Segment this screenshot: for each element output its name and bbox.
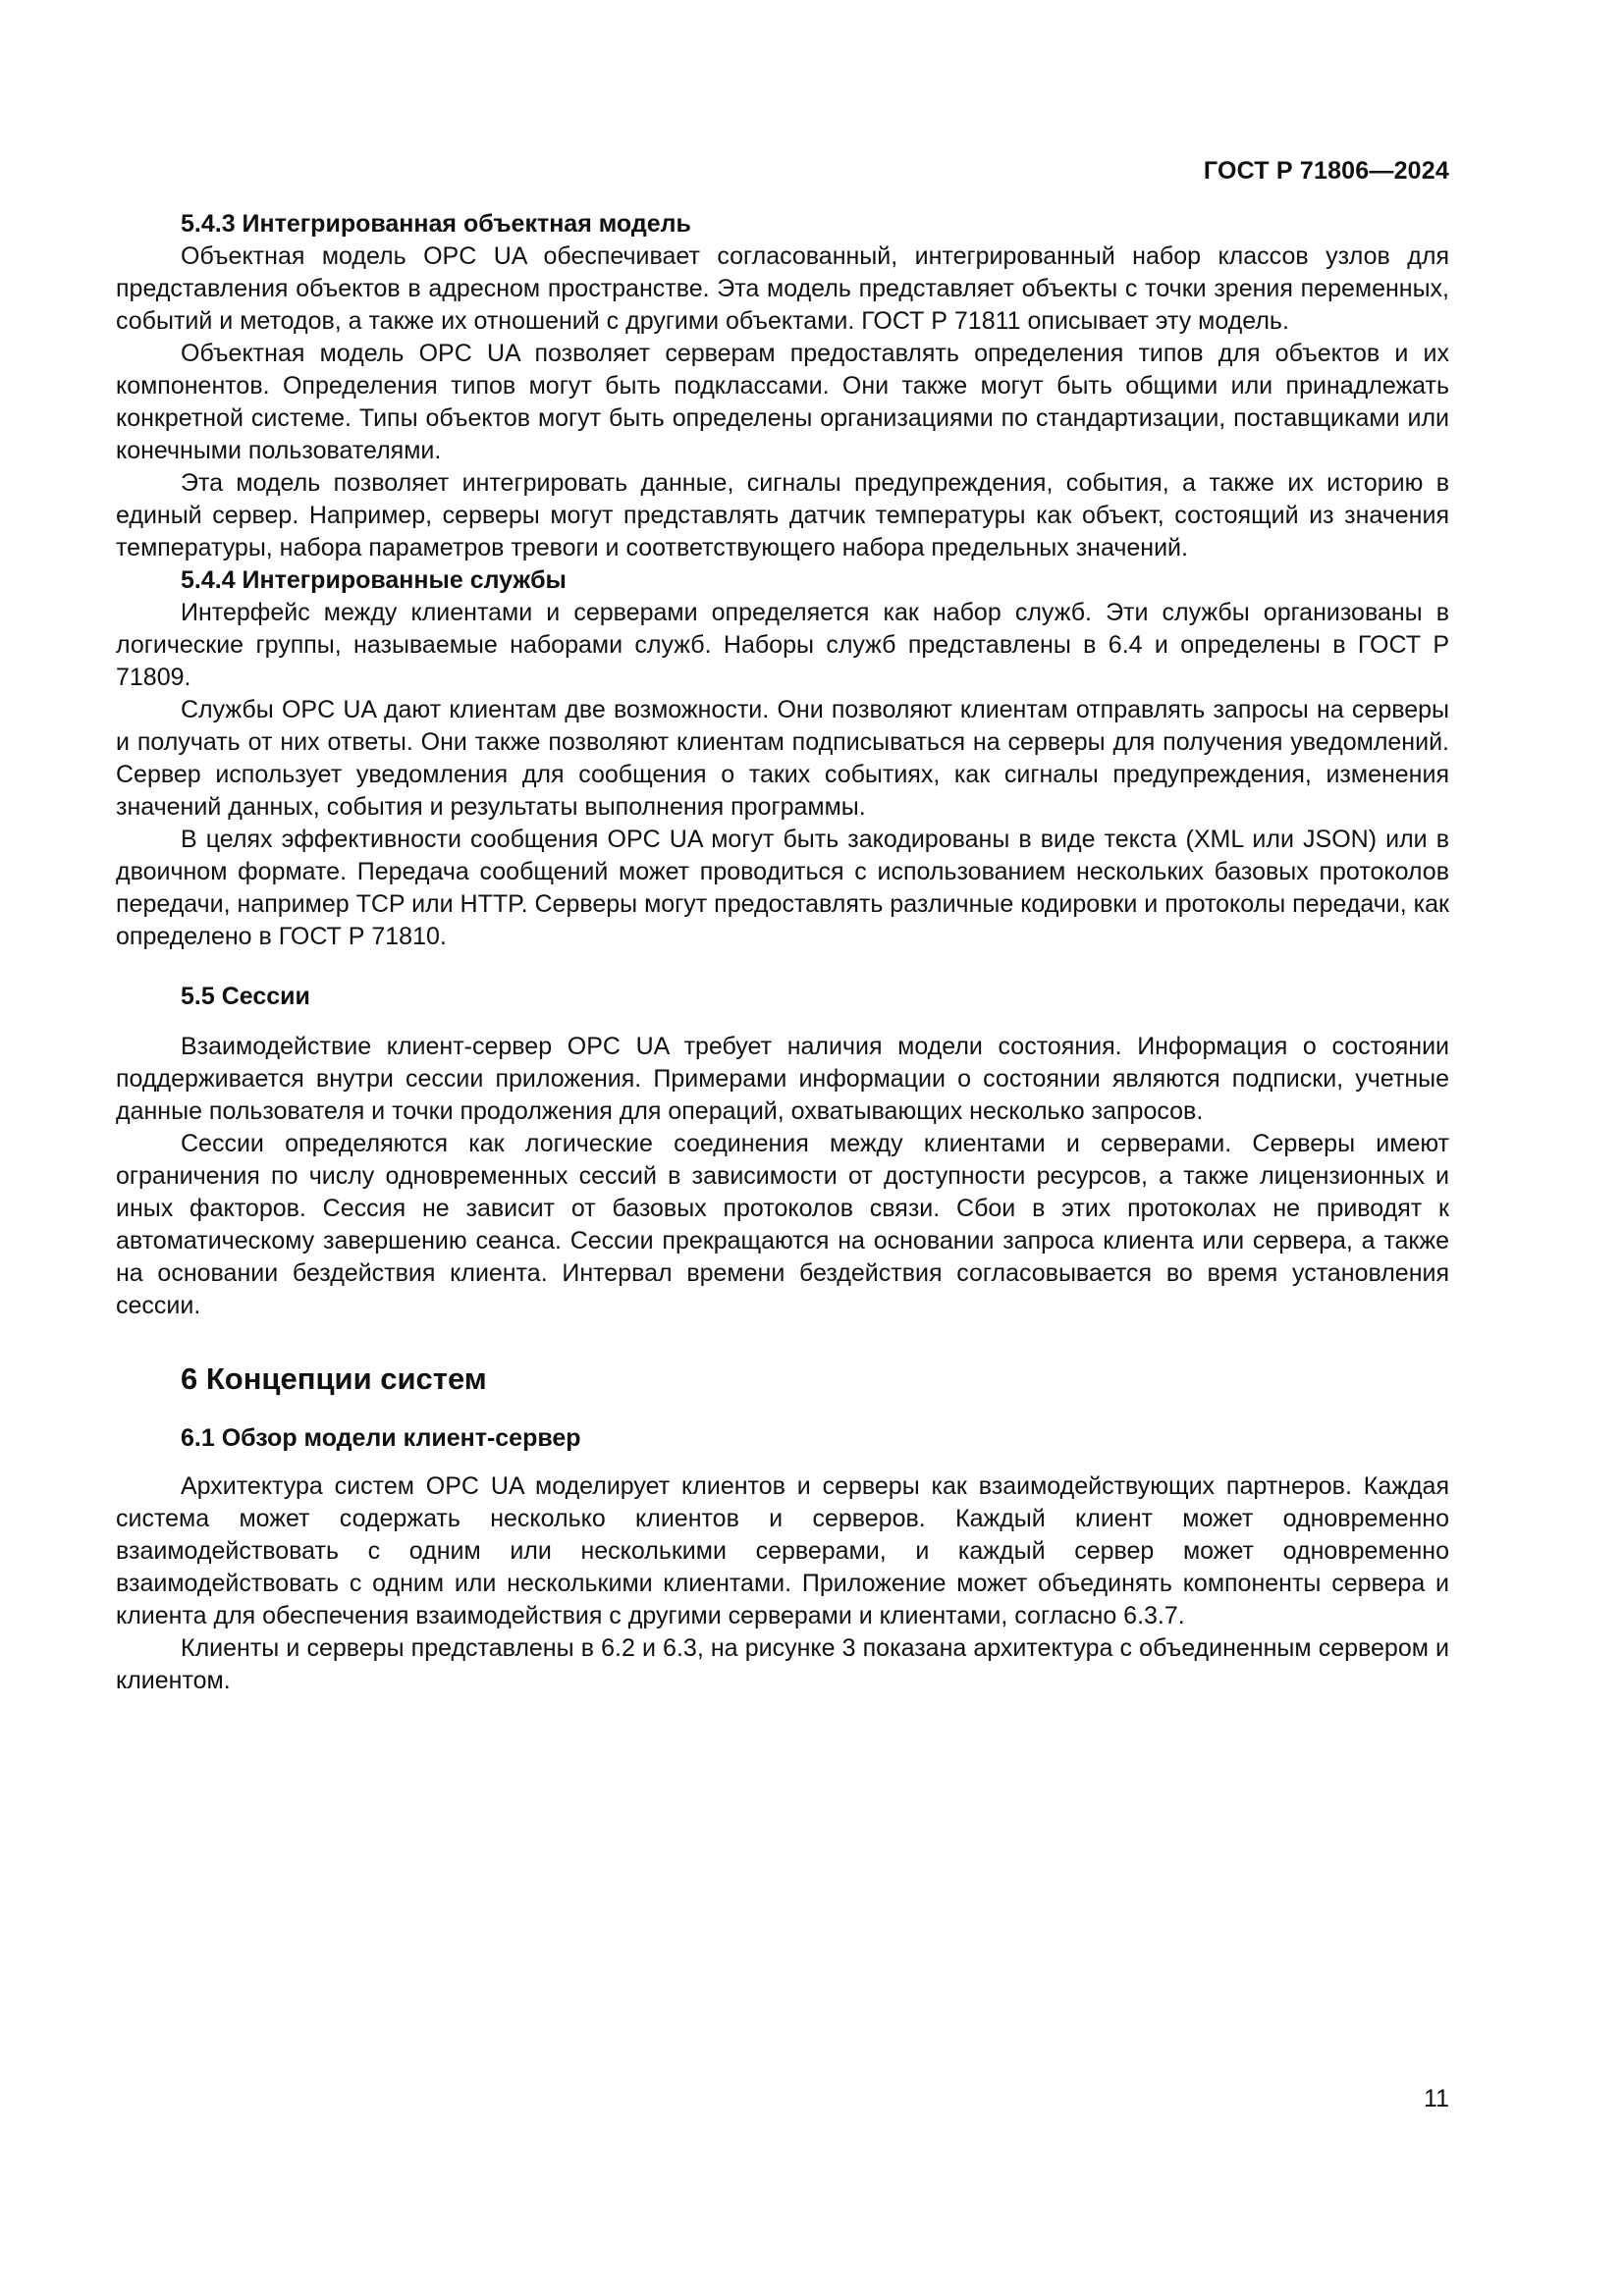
paragraph: Объектная модель OPC UA обеспечивает согласованный, интегрированный набор классов узлов для представления объектов в адресном пространстве. Эта модель представляет объекты с точки зрения переменных, событий и методов, а также их отношений с другими объектами. ГОСТ Р 71811 описывает эту модель.	[116, 242, 1449, 335]
paragraph: Службы OPC UA дают клиентам две возможности. Они позволяют клиентам отправлять запросы на серверы и получать от них ответы. Они также позволяют клиентам подписываться на серверы для получения уведомлений. Сервер использует уведомления для сообщения о таких событиях, как сигналы предупреждения, изменения значений данных, события и результаты выполнения программы.	[116, 696, 1449, 821]
heading-6-1-client-server-model-overview: 6.1 Обзор модели клиент-сервер	[181, 1424, 581, 1452]
heading-5-5-sessions: 5.5 Сессии	[181, 983, 310, 1010]
document-header-standard-number: ГОСТ Р 71806—2024	[1203, 157, 1449, 185]
heading-5-4-4-integrated-services: 5.4.4 Интегрированные службы	[181, 566, 567, 594]
paragraph: Клиенты и серверы представлены в 6.2 и 6.3, на рисунке 3 показана архитектура с объединенным сервером и клиентом.	[116, 1634, 1449, 1694]
heading-5-4-3-integrated-object-model: 5.4.3 Интегрированная объектная модель	[181, 210, 691, 238]
paragraph: Архитектура систем OPC UA моделирует клиентов и серверы как взаимодействующих партнеров. Каждая система может содержать несколько клиентов и серверов. Каждый клиент может одновременно взаимодействовать с одним или несколькими серверами, и каждый сервер может одновременно взаимодействовать с одним или несколькими клиентами. Приложение может объединять компоненты сервера и клиента для обеспечения взаимодействия с другими серверами и клиентами, согласно 6.3.7.	[116, 1472, 1449, 1629]
page-number: 11	[1424, 2085, 1449, 2112]
heading-6-system-concepts: 6 Концепции систем	[181, 1362, 487, 1396]
document-content	[116, 208, 1449, 1697]
paragraph: Объектная модель OPC UA позволяет серверам предоставлять определения типов для объектов и их компонентов. Определения типов могут быть подклассами. Они также могут быть общими или принадлежать конкретной системе. Типы объектов могут быть определены организациями по стандартизации, поставщиками или конечными пользователями.	[116, 340, 1449, 464]
paragraph: Интерфейс между клиентами и серверами определяется как набор служб. Эти службы организованы в логические группы, называемые наборами служб. Наборы служб представлены в 6.4 и определены в ГОСТ Р 71809.	[116, 599, 1449, 691]
paragraph: Сессии определяются как логические соединения между клиентами и серверами. Серверы имеют ограничения по числу одновременных сессий в зависимости от доступности ресурсов, а также лицензионных и иных факторов. Сессия не зависит от базовых протоколов связи. Сбои в этих протоколах не приводят к автоматическому завершению сеанса. Сессии прекращаются на основании запроса клиента или сервера, а также на основании бездействия клиента. Интервал времени бездействия согласовывается во время установления сессии.	[116, 1130, 1449, 1319]
paragraph: В целях эффективности сообщения OPC UA могут быть закодированы в виде текста (XML или JSON) или в двоичном формате. Передача сообщений может проводиться с использованием нескольких базовых протоколов передачи, например TCP или HTTP. Серверы могут предоставлять различные кодировки и протоколы передачи, как определено в ГОСТ Р 71810.	[116, 826, 1449, 950]
paragraph: Эта модель позволяет интегрировать данные, сигналы предупреждения, события, а также их историю в единый сервер. Например, серверы могут представлять датчик температуры как объект, состоящий из значения температуры, набора параметров тревоги и соответствующего набора предельных значений.	[116, 469, 1449, 561]
paragraph: Взаимодействие клиент-сервер OPC UA требует наличия модели состояния. Информация о состоянии поддерживается внутри сессии приложения. Примерами информации о состоянии являются подписки, учетные данные пользователя и точки продолжения для операций, охватывающих несколько запросов.	[116, 1033, 1449, 1125]
